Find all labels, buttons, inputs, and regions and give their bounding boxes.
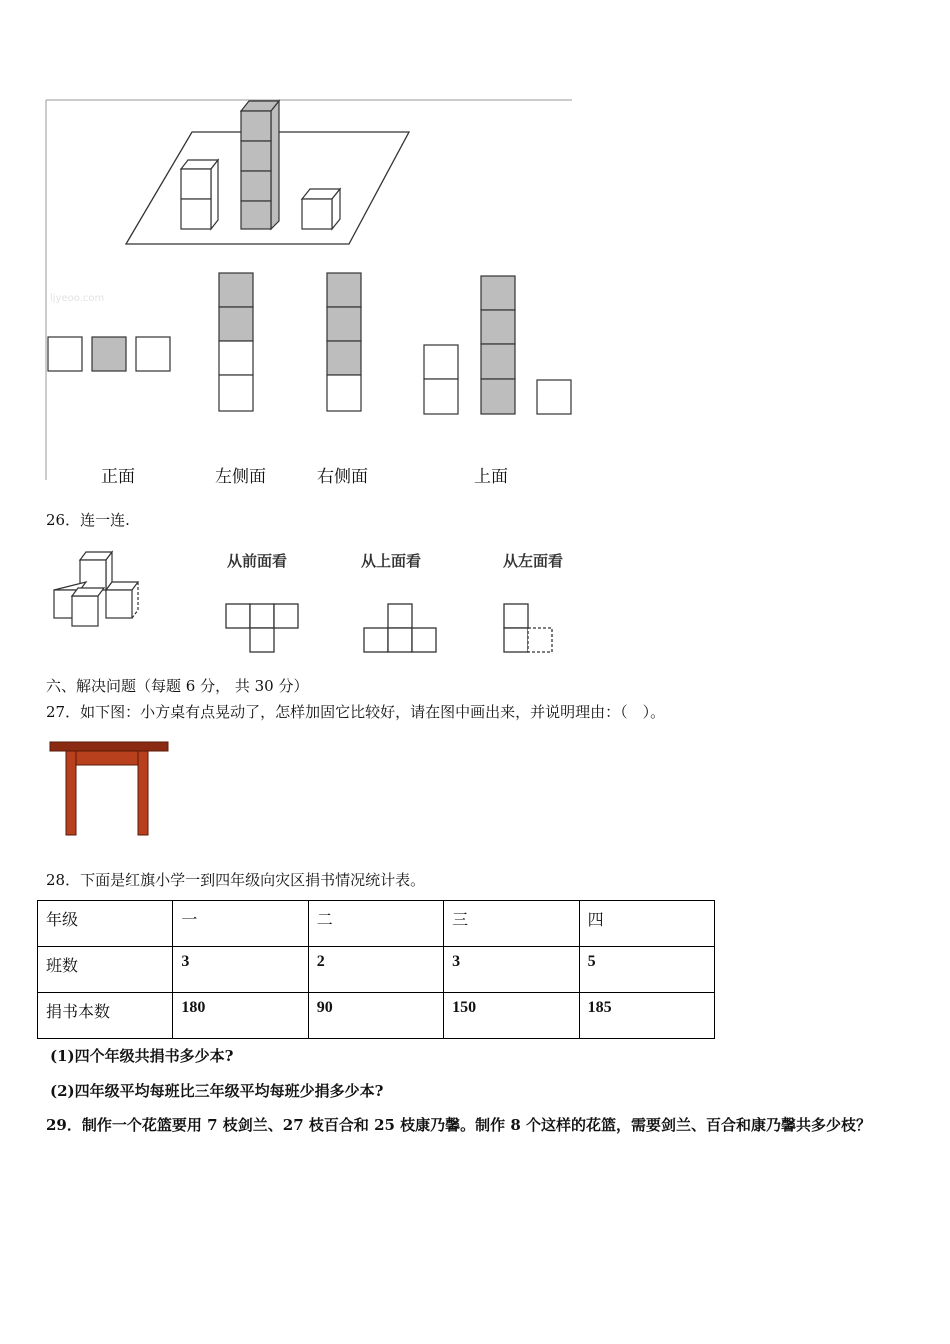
table-cell: 185 [579,993,714,1039]
table-row [38,947,715,993]
q28-text: 28．下面是红旗小学一到四年级向灾区捐书情况统计表。 [46,871,426,889]
donation-table [37,900,715,1039]
table-cell: 一 [173,901,308,947]
q26-solid-figure [48,548,148,630]
table-cell: 年级 [38,901,173,947]
table-cell: 三 [444,901,579,947]
front-view-shape [224,600,304,656]
q29-text: 29．制作一个花篮要用 7 枝剑兰、27 枝百合和 25 枝康乃馨。制作 8 个这样的花篮，需要剑兰、百合和康乃馨共多少枝？ [46,1116,872,1134]
cube-views-figure [40,95,580,490]
table-cell: 150 [444,993,579,1039]
q26-title: 26．连一连. [46,511,130,529]
table-cell: 180 [173,993,308,1039]
square-table-figure [48,740,172,840]
view-label-front: 从前面看 [227,552,288,570]
section-six-title: 六、解决问题（每题 6 分， 共 30 分） [46,677,309,695]
table-cell: 3 [444,947,579,993]
label-top: 上面 [474,467,508,487]
table-row [38,993,715,1039]
svg-text:ljyeoo.com: ljyeoo.com [50,293,105,304]
view-label-left: 从左面看 [503,552,564,570]
label-right-side: 右侧面 [317,467,368,487]
view-label-top: 从上面看 [361,552,422,570]
cube-single-right [302,189,340,229]
table-cell: 二 [308,901,443,947]
q28-sub1: (1)四个年级共捐书多少本? [50,1047,234,1065]
table-cell: 5 [579,947,714,993]
table-row [38,901,715,947]
right-side-view [327,273,361,411]
left-view-shape [502,600,562,656]
label-front: 正面 [101,467,135,487]
top-view [424,276,571,414]
q27-text: 27．如下图：小方桌有点晃动了，怎样加固它比较好，请在图中画出来，并说明理由：（ ）。 [46,703,666,721]
cube-stack-left [181,160,218,229]
table-cell: 班数 [38,947,173,993]
table-cell: 捐书本数 [38,993,173,1039]
label-left-side: 左侧面 [215,467,266,487]
table-cell: 四 [579,901,714,947]
q28-sub2: (2)四年级平均每班比三年级平均每班少捐多少本? [50,1082,384,1100]
table-cell: 3 [173,947,308,993]
left-side-view [219,273,253,411]
top-view-shape [362,600,442,656]
table-cell: 90 [308,993,443,1039]
front-view [48,337,170,371]
cube-stack-tall [241,101,279,229]
table-cell: 2 [308,947,443,993]
